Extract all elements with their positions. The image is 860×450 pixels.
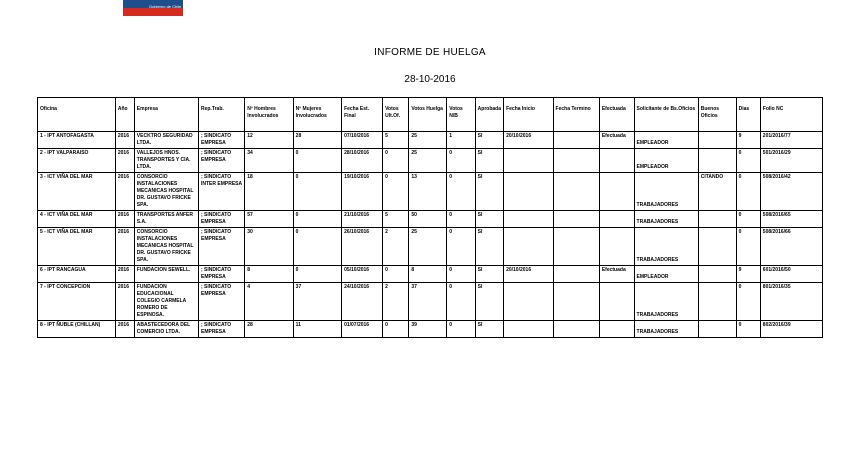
cell-ano: 2016 <box>115 228 134 266</box>
cell-empresa: CONSORCIO INSTALACIONES MECANICAS HOSPITAL DR. GUSTAVO FRICKE SPA. <box>134 173 198 211</box>
cell-mujeres: 0 <box>293 266 341 283</box>
cell-oficina: 6 - IPT RANCAGUA <box>38 266 116 283</box>
cell-dias: 9 <box>736 266 760 283</box>
cell-efectuada <box>599 228 634 266</box>
cell-solicitante: EMPLEADOR <box>634 266 698 283</box>
col-header-empresa: Empresa <box>134 98 198 132</box>
cell-oficina: 7 - IPT CONCEPCION <box>38 283 116 321</box>
cell-hombres: 57 <box>245 211 293 228</box>
cell-fecha-inicio <box>504 283 553 321</box>
cell-votos-ult-of: 0 <box>383 173 409 211</box>
cell-dias: 0 <box>736 283 760 321</box>
cell-efectuada <box>599 173 634 211</box>
cell-buenos-oficios <box>698 283 736 321</box>
logo-text: Gobierno de Chile <box>149 4 182 9</box>
cell-ano: 2016 <box>115 149 134 173</box>
table-row <box>38 266 823 283</box>
cell-solicitante: TRABAJADORES <box>634 173 698 211</box>
cell-buenos-oficios <box>698 266 736 283</box>
cell-mujeres: 0 <box>293 228 341 266</box>
cell-fecha-est-final: 07/10/2016 <box>342 132 383 149</box>
table-row <box>38 228 823 266</box>
col-header-fecha-termino: Fecha Termino <box>553 98 599 132</box>
cell-mujeres: 28 <box>293 132 341 149</box>
cell-buenos-oficios <box>698 321 736 338</box>
cell-ano: 2016 <box>115 283 134 321</box>
table-row <box>38 149 823 173</box>
col-header-fecha-inicio: Fecha Inicio <box>504 98 553 132</box>
cell-dias: 0 <box>736 211 760 228</box>
cell-folio-nc: 508/2016/65 <box>760 211 822 228</box>
cell-ano: 2016 <box>115 211 134 228</box>
col-header-votos-ult-of: Votos Ult.Of. <box>383 98 409 132</box>
col-header-rep-trab: Rep.Trab. <box>198 98 244 132</box>
col-header-oficina: Oficina <box>38 98 116 132</box>
cell-oficina: 1 - IPT ANTOFAGASTA <box>38 132 116 149</box>
cell-efectuada <box>599 211 634 228</box>
col-header-dias: Dias <box>736 98 760 132</box>
cell-folio-nc: 501/2016/29 <box>760 149 822 173</box>
cell-solicitante: TRABAJADORES <box>634 321 698 338</box>
cell-aprobada: SI <box>475 283 503 321</box>
cell-efectuada <box>599 283 634 321</box>
cell-folio-nc: 201/2016/77 <box>760 132 822 149</box>
cell-fecha-inicio: 20/10/2016 <box>504 132 553 149</box>
cell-aprobada: SI <box>475 132 503 149</box>
cell-fecha-est-final: 26/10/2016 <box>342 228 383 266</box>
cell-dias: 0 <box>736 173 760 211</box>
cell-votos-nb: 0 <box>447 228 475 266</box>
cell-buenos-oficios <box>698 211 736 228</box>
cell-solicitante: EMPLEADOR <box>634 149 698 173</box>
cell-fecha-inicio <box>504 228 553 266</box>
cell-empresa: ABASTECEDORA DEL COMERCIO LTDA. <box>134 321 198 338</box>
cell-dias: 0 <box>736 228 760 266</box>
cell-votos-nb: 0 <box>447 211 475 228</box>
cell-hombres: 34 <box>245 149 293 173</box>
cell-rep-trab: ; SINDICATO EMPRESA <box>198 228 244 266</box>
cell-mujeres: 37 <box>293 283 341 321</box>
cell-efectuada <box>599 321 634 338</box>
cell-hombres: 4 <box>245 283 293 321</box>
cell-folio-nc: 508/2016/42 <box>760 173 822 211</box>
cell-votos-ult-of: 0 <box>383 266 409 283</box>
cell-rep-trab: ; SINDICATO EMPRESA <box>198 266 244 283</box>
cell-fecha-est-final: 19/10/2016 <box>342 173 383 211</box>
cell-votos-huelga: 25 <box>409 228 447 266</box>
cell-fecha-termino <box>553 173 599 211</box>
cell-rep-trab: ; SINDICATO EMPRESA <box>198 149 244 173</box>
cell-solicitante: EMPLEADOR <box>634 132 698 149</box>
cell-votos-ult-of: 0 <box>383 149 409 173</box>
cell-votos-huelga: 37 <box>409 283 447 321</box>
logo-red-band <box>123 8 183 16</box>
cell-buenos-oficios <box>698 149 736 173</box>
col-header-mujeres: Nº Mujeres Involucrados <box>293 98 341 132</box>
cell-solicitante: TRABAJADORES <box>634 283 698 321</box>
table-row <box>38 132 823 149</box>
cell-mujeres: 0 <box>293 173 341 211</box>
strike-report-table <box>37 97 823 338</box>
cell-votos-ult-of: 2 <box>383 283 409 321</box>
cell-ano: 2016 <box>115 266 134 283</box>
cell-efectuada <box>599 149 634 173</box>
cell-votos-ult-of: 2 <box>383 228 409 266</box>
cell-empresa: FUNDACION EDUCACIONAL COLEGIO CARMELA ROMERO DE ESPINOSA. <box>134 283 198 321</box>
col-header-solicitante: Solicitante de Bs.Oficios <box>634 98 698 132</box>
cell-oficina: 2 - IPT VALPARAISO <box>38 149 116 173</box>
report-date: 28-10-2016 <box>404 74 456 85</box>
cell-solicitante: TRABAJADORES <box>634 228 698 266</box>
cell-votos-nb: 0 <box>447 149 475 173</box>
col-header-hombres: Nº Hombres Involucrados <box>245 98 293 132</box>
gobierno-de-chile-logo <box>123 0 183 16</box>
cell-rep-trab: ; SINDICATO INTER EMPRESA <box>198 173 244 211</box>
cell-fecha-inicio <box>504 211 553 228</box>
cell-rep-trab: ; SINDICATO EMPRESA <box>198 283 244 321</box>
cell-fecha-termino <box>553 228 599 266</box>
cell-fecha-termino <box>553 321 599 338</box>
cell-folio-nc: 601/2016/50 <box>760 266 822 283</box>
cell-hombres: 8 <box>245 266 293 283</box>
cell-votos-ult-of: 5 <box>383 132 409 149</box>
cell-rep-trab: ; SINDICATO EMPRESA <box>198 211 244 228</box>
cell-votos-huelga: 39 <box>409 321 447 338</box>
cell-votos-huelga: 8 <box>409 266 447 283</box>
cell-votos-huelga: 50 <box>409 211 447 228</box>
table-header-row <box>38 98 823 132</box>
cell-dias: 0 <box>736 321 760 338</box>
cell-votos-huelga: 25 <box>409 132 447 149</box>
cell-votos-nb: 0 <box>447 321 475 338</box>
col-header-efectuada: Efectuada <box>599 98 634 132</box>
cell-fecha-termino <box>553 283 599 321</box>
cell-fecha-inicio: 20/10/2016 <box>504 266 553 283</box>
cell-dias: 9 <box>736 132 760 149</box>
cell-efectuada: Efectuada <box>599 266 634 283</box>
cell-fecha-termino <box>553 266 599 283</box>
cell-votos-nb: 0 <box>447 266 475 283</box>
cell-buenos-oficios: CITANDO <box>698 173 736 211</box>
cell-empresa: VECKTRO SEGURIDAD LTDA. <box>134 132 198 149</box>
cell-mujeres: 0 <box>293 149 341 173</box>
cell-votos-huelga: 13 <box>409 173 447 211</box>
table-row <box>38 211 823 228</box>
cell-buenos-oficios <box>698 228 736 266</box>
cell-votos-ult-of: 0 <box>383 321 409 338</box>
cell-hombres: 18 <box>245 173 293 211</box>
cell-votos-nb: 0 <box>447 283 475 321</box>
cell-hombres: 28 <box>245 321 293 338</box>
cell-aprobada: SI <box>475 173 503 211</box>
cell-fecha-termino <box>553 211 599 228</box>
cell-folio-nc: 801/2016/35 <box>760 283 822 321</box>
cell-aprobada: SI <box>475 211 503 228</box>
cell-mujeres: 11 <box>293 321 341 338</box>
cell-fecha-est-final: 24/10/2016 <box>342 283 383 321</box>
table-row <box>38 283 823 321</box>
cell-votos-huelga: 25 <box>409 149 447 173</box>
cell-empresa: CONSORCIO INSTALACIONES MECANICAS HOSPITAL DR. GUSTAVO FRICKE SPA. <box>134 228 198 266</box>
cell-oficina: 8 - IPT ÑUBLE (CHILLAN) <box>38 321 116 338</box>
table-row <box>38 173 823 211</box>
cell-solicitante: TRABAJADORES <box>634 211 698 228</box>
cell-aprobada: SI <box>475 228 503 266</box>
col-header-ano: Año <box>115 98 134 132</box>
cell-fecha-inicio <box>504 173 553 211</box>
col-header-aprobada: Aprobada <box>475 98 503 132</box>
cell-oficina: 3 - ICT VIÑA DEL MAR <box>38 173 116 211</box>
cell-votos-ult-of: 5 <box>383 211 409 228</box>
cell-fecha-inicio <box>504 149 553 173</box>
col-header-folio-nc: Folio NC <box>760 98 822 132</box>
cell-fecha-termino <box>553 149 599 173</box>
cell-fecha-termino <box>553 132 599 149</box>
cell-hombres: 30 <box>245 228 293 266</box>
cell-efectuada: Efectuada <box>599 132 634 149</box>
table-row <box>38 321 823 338</box>
cell-empresa: VALLEJOS HNOS. TRANSPORTES Y CIA. LTDA. <box>134 149 198 173</box>
cell-fecha-est-final: 01/07/2016 <box>342 321 383 338</box>
report-title: INFORME DE HUELGA <box>374 47 486 58</box>
cell-dias: 0 <box>736 149 760 173</box>
cell-folio-nc: 508/2016/66 <box>760 228 822 266</box>
cell-empresa: FUNDACION SEWELL. <box>134 266 198 283</box>
col-header-buenos-oficios: Buenos Oficios <box>698 98 736 132</box>
cell-aprobada: SI <box>475 266 503 283</box>
cell-fecha-est-final: 28/10/2016 <box>342 149 383 173</box>
cell-votos-nb: 1 <box>447 132 475 149</box>
col-header-fecha-est-final: Fecha Est. Final <box>342 98 383 132</box>
cell-ano: 2016 <box>115 132 134 149</box>
cell-hombres: 12 <box>245 132 293 149</box>
cell-fecha-est-final: 21/10/2016 <box>342 211 383 228</box>
cell-rep-trab: ; SINDICATO EMPRESA <box>198 321 244 338</box>
cell-oficina: 5 - ICT VIÑA DEL MAR <box>38 228 116 266</box>
cell-empresa: TRANSPORTES ANFER S.A. <box>134 211 198 228</box>
col-header-votos-nb: Votos N/B <box>447 98 475 132</box>
cell-buenos-oficios <box>698 132 736 149</box>
cell-aprobada: SI <box>475 321 503 338</box>
cell-ano: 2016 <box>115 173 134 211</box>
cell-fecha-inicio <box>504 321 553 338</box>
cell-votos-nb: 0 <box>447 173 475 211</box>
cell-fecha-est-final: 05/10/2016 <box>342 266 383 283</box>
cell-aprobada: SI <box>475 149 503 173</box>
cell-oficina: 4 - ICT VIÑA DEL MAR <box>38 211 116 228</box>
cell-ano: 2016 <box>115 321 134 338</box>
cell-rep-trab: ; SINDICATO EMPRESA <box>198 132 244 149</box>
col-header-votos-huelga: Votos Huelga <box>409 98 447 132</box>
cell-folio-nc: 802/2016/39 <box>760 321 822 338</box>
cell-mujeres: 0 <box>293 211 341 228</box>
